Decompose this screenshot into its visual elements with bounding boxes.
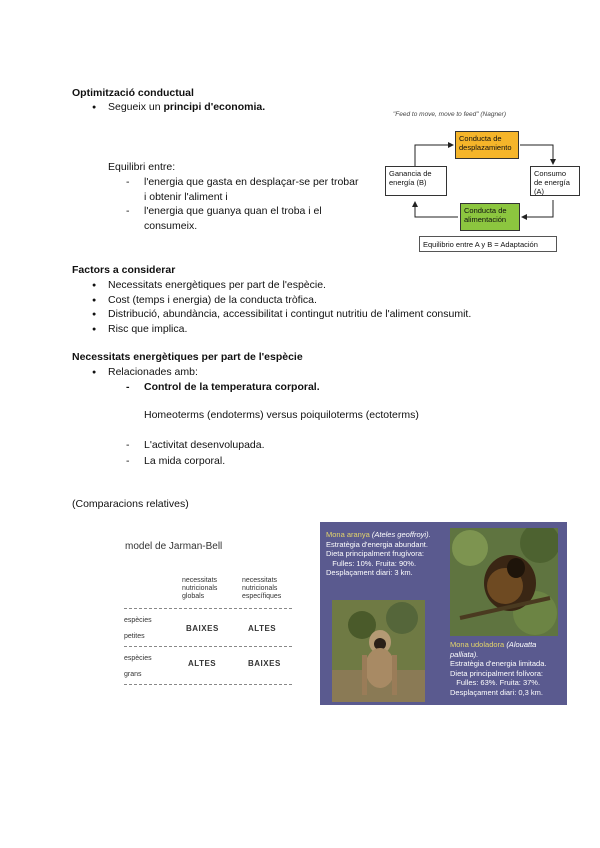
row-label-line: petites xyxy=(124,633,145,640)
box-consumo: Consumo de energía (A) xyxy=(530,166,580,196)
spider-monkey-heading xyxy=(326,530,446,540)
factor-item: ● Distribució, abundància, accessibilitat i contingut nutritiu de l'aliment consumit. xyxy=(108,307,471,321)
cell-petites-globals: BAIXES xyxy=(186,624,219,633)
box-ganancia: Ganancia de energía (B) xyxy=(385,166,447,196)
howler-monkey-photo xyxy=(450,528,558,636)
diagram-quote: "Feed to move, move to feed" (Nagner) xyxy=(393,111,507,118)
section-title-factors: Factors a considerar xyxy=(72,264,176,276)
divider xyxy=(124,646,292,647)
dash-item-guanya xyxy=(144,204,322,233)
dash-line: - l'energia que gasta en desplaçar-se per trobar xyxy=(144,176,359,188)
spider-monkey-text xyxy=(326,530,446,578)
spider-monkey-photo xyxy=(332,600,425,702)
section-title-necessitats: Necessitats energètiques per part de l'espècie xyxy=(72,351,303,363)
factor-item: ● Necessitats energètiques per part de l'espècie. xyxy=(108,278,326,292)
header-line: necessitats xyxy=(182,577,218,584)
dash-item-gasta xyxy=(144,175,358,204)
row-label-grans xyxy=(124,651,152,683)
box-desplazamiento: Conducta de desplazamiento xyxy=(455,131,519,159)
spider-monkey-name: Mona aranya xyxy=(326,530,370,539)
divider xyxy=(124,608,292,609)
row-label-petites xyxy=(124,613,152,645)
bullet-relacionades: ● Relacionades amb: xyxy=(108,365,198,379)
monkey-comparison-panel xyxy=(320,522,567,705)
section-title-optimitzacio: Optimització conductual xyxy=(72,87,194,99)
howler-monkey-heading xyxy=(450,640,565,659)
jarman-title: model de Jarman-Bell xyxy=(125,541,223,552)
header-line: nutricionals xyxy=(182,585,218,592)
spider-monkey-line: Estratègia d'energia abundant. xyxy=(326,539,428,549)
row-label-line: espècies xyxy=(124,655,152,662)
spider-monkey-line: Dieta principalment frugívora: xyxy=(326,549,424,558)
spider-monkey-latin: (Ateles geoffroyi). xyxy=(371,530,431,539)
box-alimentacion: Conducta de alimentación xyxy=(460,203,520,231)
box-equilibrio: Equilibrio entre A y B = Adaptación xyxy=(419,236,557,252)
dash-activitat: - L'activitat desenvolupada. xyxy=(144,438,265,453)
howler-monkey-line: Desplaçament diari: 0,3 km. xyxy=(450,687,543,697)
howler-monkey-line: Dieta principalment folívora: xyxy=(450,668,543,678)
col-header-especifiques xyxy=(242,577,281,601)
factor-item: ● Cost (temps i energia) de la conducta tròfica. xyxy=(108,293,317,307)
bullet-text: Segueix un xyxy=(108,101,164,113)
divider xyxy=(124,684,292,685)
howler-monkey-text xyxy=(450,640,565,697)
header-line: específiques xyxy=(242,593,282,600)
dash-line: - l'energia que guanya quan el troba i el xyxy=(144,205,322,217)
homeoterms-text: Homeoterms (endoterms) versus poiquiloterms (ectoterms) xyxy=(144,409,419,421)
energy-balance-diagram xyxy=(375,108,570,258)
howler-monkey-line: Estratègia d'energia limitada. xyxy=(450,659,547,668)
dash-mida: - La mida corporal. xyxy=(144,454,225,469)
cell-grans-globals: ALTES xyxy=(188,659,217,668)
col-header-globals xyxy=(182,577,217,601)
header-line: globals xyxy=(182,593,205,600)
comparacions-label: (Comparacions relatives) xyxy=(72,498,189,510)
equilibri-label: Equilibri entre: xyxy=(108,161,176,173)
row-label-line: grans xyxy=(124,671,142,678)
jarman-bell-table xyxy=(120,535,300,695)
howler-monkey-line: Fulles: 63%. Fruita: 37%. xyxy=(450,678,541,687)
factor-item: ● Risc que implica. xyxy=(108,322,187,336)
spider-monkey-line: Fulles: 10%. Fruita: 90%. xyxy=(326,558,417,568)
header-line: nutricionals xyxy=(242,585,278,592)
dash-line: consumeix. xyxy=(144,219,198,232)
bullet-bold: principi d'economia. xyxy=(163,101,266,113)
dash-temperatura: - Control de la temperatura corporal. xyxy=(144,380,320,395)
header-line: necessitats xyxy=(242,577,278,584)
spider-monkey-line: Desplaçament diari: 3 km. xyxy=(326,568,413,577)
row-label-line: espècies xyxy=(124,617,152,624)
cell-petites-especifiques: ALTES xyxy=(248,624,277,633)
cell-grans-especifiques: BAIXES xyxy=(248,659,281,668)
howler-monkey-name: Mona udoladora xyxy=(450,640,505,649)
howler-monkey-latin: (Alouatta palliata). xyxy=(450,640,537,659)
bullet-principi xyxy=(108,100,265,114)
dash-line: i obtenir l'aliment i xyxy=(144,190,228,203)
